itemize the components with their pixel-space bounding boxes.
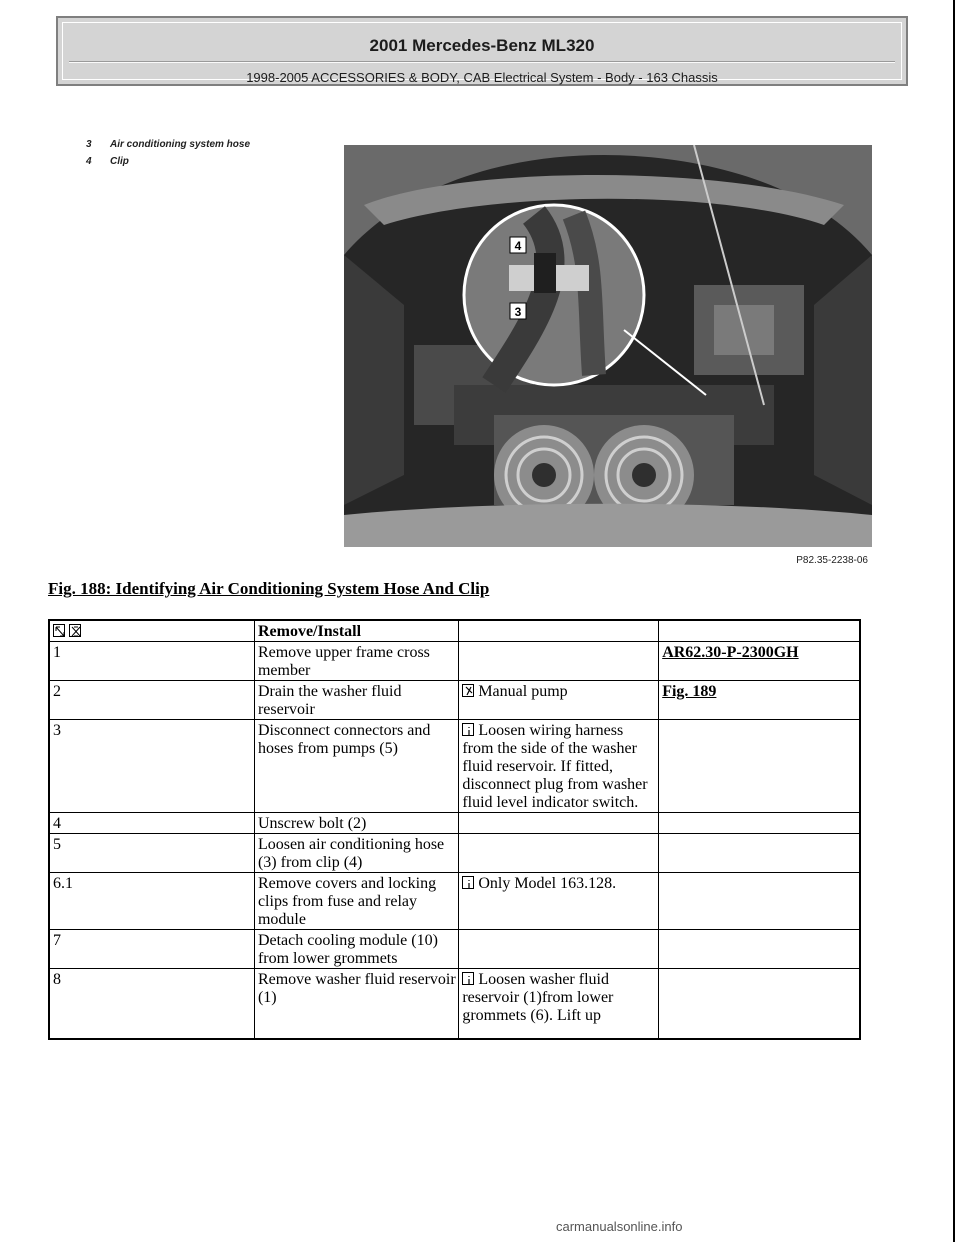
table-row: 3 Disconnect connectors and hoses from pumps (5) Loosen wiring harness from the side of the washer fluid reservoir. If fitted, disconnect plug from washer fluid level indicator switch. <box>49 720 860 813</box>
legend-item: 4 Clip <box>86 156 129 167</box>
photo-code: P82.35-2238-06 <box>796 555 868 566</box>
watermark: carmanualsonline.info <box>556 1219 683 1234</box>
table-row: 5 Loosen air conditioning hose (3) from clip (4) <box>49 834 860 873</box>
header-divider <box>69 61 895 63</box>
header-icons-cell <box>49 620 254 642</box>
figure-legend <box>86 139 250 173</box>
procedure-table <box>48 619 861 1040</box>
legend-item: 3 Air conditioning system hose <box>86 139 251 150</box>
document-title: 2001 Mercedes-Benz ML320 <box>369 36 595 55</box>
header-label: Remove/Install <box>254 620 458 642</box>
callout-4: 4 <box>514 239 522 253</box>
table-row: 2 Drain the washer fluid reservoir Manual pump Fig. 189 <box>49 681 860 720</box>
info-icon <box>462 972 474 985</box>
table-row: 4 Unscrew bolt (2) <box>49 813 860 834</box>
document-header <box>56 16 908 86</box>
figure-link[interactable]: Fig. 189 <box>662 683 717 700</box>
tool-icon <box>462 684 474 697</box>
figure-caption: Fig. 188: Identifying Air Conditioning System Hose And Clip <box>48 579 490 598</box>
info-icon <box>462 876 474 889</box>
collapse-icon[interactable] <box>69 624 81 637</box>
reference-link[interactable]: AR62.30-P-2300GH <box>662 644 799 661</box>
engine-bay-photo <box>344 145 872 547</box>
page-right-border <box>953 0 955 1242</box>
callout-3: 3 <box>514 305 522 319</box>
table-row: 8 Remove washer fluid reservoir (1) Loosen washer fluid reservoir (1)from lower grommets (6). Lift up <box>49 969 860 1039</box>
document-subtitle: 1998-2005 ACCESSORIES & BODY, CAB Electrical System - Body - 163 Chassis <box>246 70 718 85</box>
table-row: 1 Remove upper frame cross member AR62.30-P-2300GH <box>49 642 860 681</box>
table-row: 7 Detach cooling module (10) from lower grommets <box>49 930 860 969</box>
table-row: 6.1 Remove covers and locking clips from fuse and relay module Only Model 163.128. <box>49 873 860 930</box>
info-icon <box>462 723 474 736</box>
expand-icon[interactable] <box>53 624 65 637</box>
table-header-row <box>49 620 860 642</box>
